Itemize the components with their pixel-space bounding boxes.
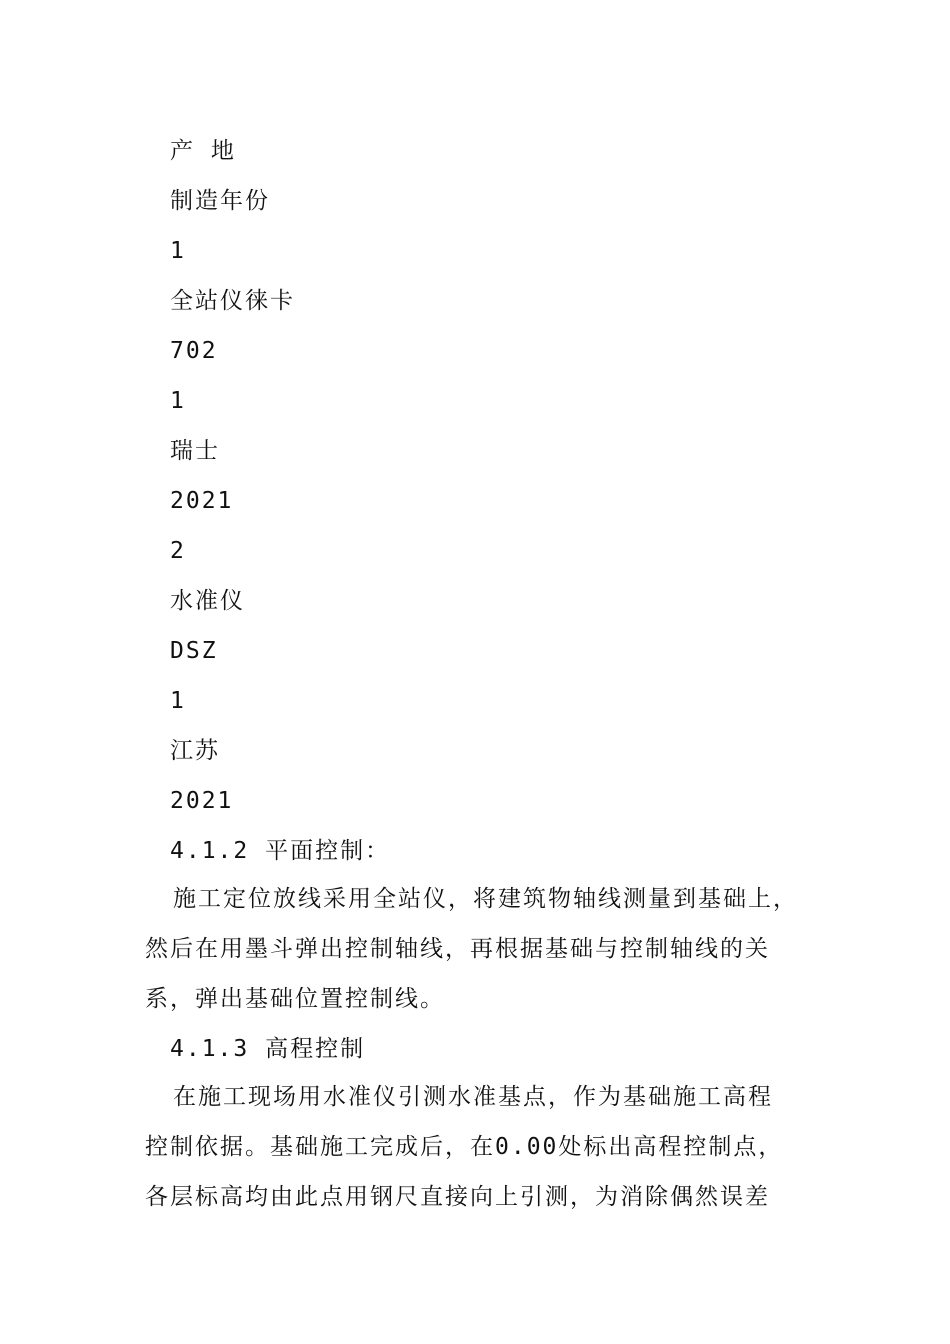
row-index: 2: [170, 538, 186, 564]
equipment-model: DSZ: [170, 638, 218, 664]
field-label-year: 制造年份: [170, 188, 270, 214]
paragraph-line: 控制依据。基础施工完成后，在0.00处标出高程控制点，: [145, 1134, 784, 1160]
equipment-quantity: 1: [170, 688, 186, 714]
paragraph-line: 系，弹出基础位置控制线。: [145, 986, 445, 1012]
equipment-name: 全站仪徕卡: [170, 288, 295, 314]
equipment-origin: 江苏: [170, 738, 220, 764]
paragraph-line: 在施工现场用水准仪引测水准基点，作为基础施工高程: [173, 1084, 773, 1110]
row-index: 1: [170, 238, 186, 264]
paragraph-line: 各层标高均由此点用钢尺直接向上引测，为消除偶然误差: [145, 1184, 770, 1210]
equipment-quantity: 1: [170, 388, 186, 414]
equipment-year: 2021: [170, 488, 234, 514]
field-label-origin: 产 地: [170, 138, 236, 164]
paragraph-line: 施工定位放线采用全站仪，将建筑物轴线测量到基础上，: [173, 886, 798, 912]
section-heading-plane-control: 4.1.2 平面控制：: [170, 838, 391, 864]
paragraph-elevation-control: [145, 1072, 815, 1222]
equipment-model: 702: [170, 338, 218, 364]
paragraph-line: 然后在用墨斗弹出控制轴线，再根据基础与控制轴线的关: [145, 936, 770, 962]
section-heading-elevation-control: 4.1.3 高程控制: [170, 1036, 366, 1062]
equipment-year: 2021: [170, 788, 234, 814]
equipment-name: 水准仪: [170, 588, 245, 614]
paragraph-plane-control: [145, 874, 815, 1024]
equipment-origin: 瑞士: [170, 438, 220, 464]
